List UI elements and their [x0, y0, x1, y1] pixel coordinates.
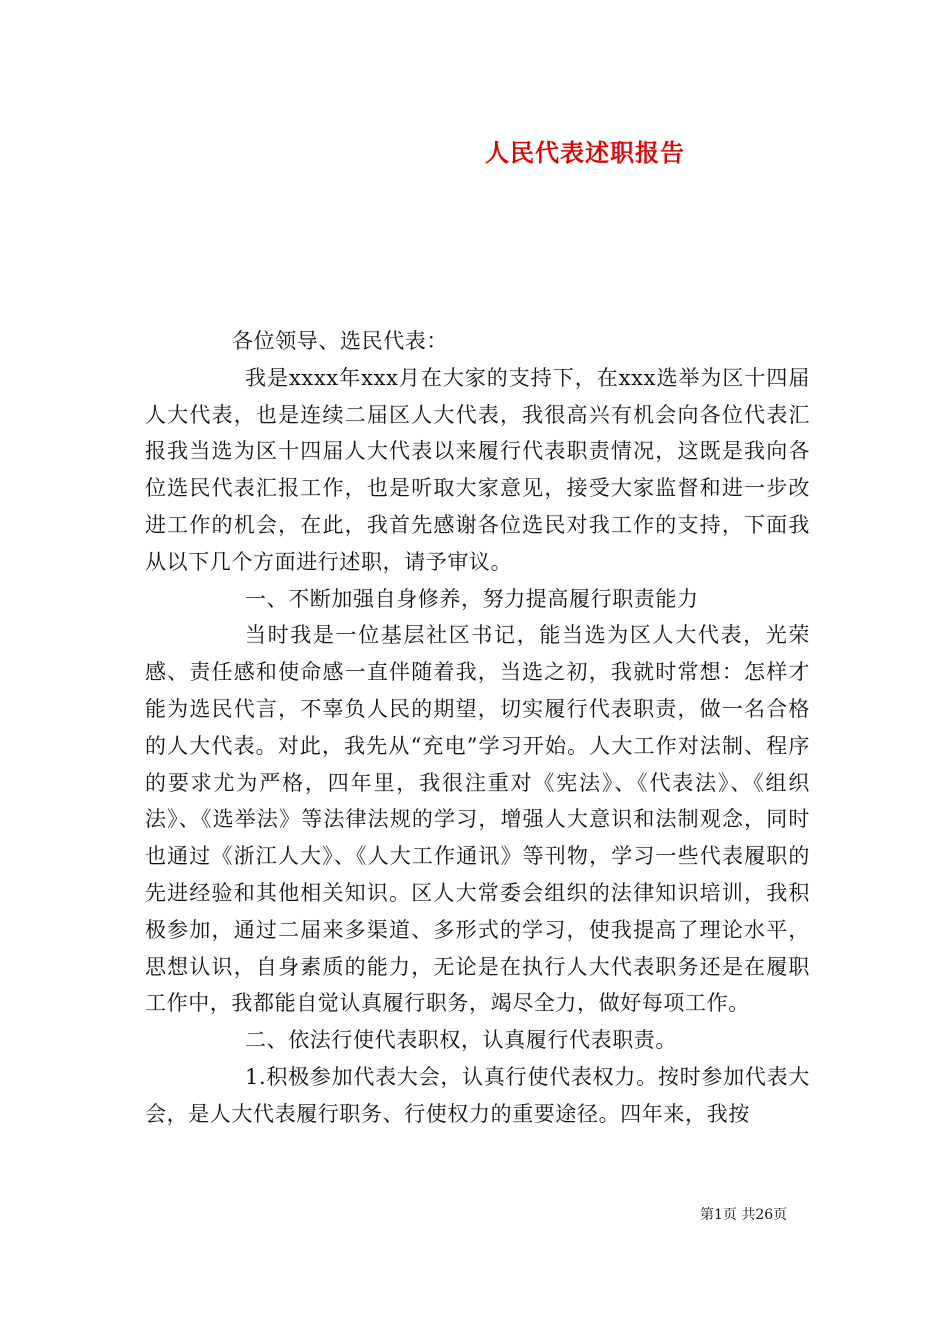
- document-body: [145, 323, 810, 1133]
- paragraph-congress: 1.积极参加代表大会，认真行使代表权力。按时参加代表大会，是人大代表履行职务、行使权力的重要途径。四年来，我按: [145, 1064, 810, 1126]
- page-title: 人民代表述职报告: [485, 138, 685, 167]
- page-number: 第1页 共26页: [700, 1207, 788, 1223]
- paragraph-intro: 我是xxxx年xxx月在大家的支持下，在xxx选举为区十四届人大代表，也是连续二届区人大代表，我很高兴有机会向各位代表汇报我当选为区十四届人大代表以来履行代表职责情况，这既是我向各位选民代表汇报工作，也是听取大家意见，接受大家监督和进一步改进工作的机会，在此，我首先感谢各位选民对我工作的支持，下面我从以下几个方面进行述职，请予审议。: [145, 365, 810, 574]
- section-heading-2: 二、依法行使代表职权，认真履行代表职责。: [245, 1028, 677, 1053]
- section-heading-1: 一、不断加强自身修养，努力提高履行职责能力: [245, 586, 699, 611]
- paragraph-study: 当时我是一位基层社区书记，能当选为区人大代表，光荣感、责任感和使命感一直伴随着我，当选之初，我就时常想：怎样才能为选民代言，不辜负人民的期望，切实履行代表职责，做一名合格的人大代表。对此，我先从“充电”学习开始。人大工作对法制、程序的要求尤为严格，四年里，我很注重对《宪法》、《代表法》、《组织法》、《选举法》等法律法规的学习，增强人大意识和法制观念，同时也通过《浙江人大》、《人大工作通讯》等刊物，学习一些代表履职的先进经验和其他相关知识。区人大常委会组织的法律知识培训，我积极参加，通过二届来多渠道、多形式的学习，使我提高了理论水平，思想认识，自身素质的能力，无论是在执行人大代表职务还是在履职工作中，我都能自觉认真履行职务，竭尽全力，做好每项工作。: [145, 623, 810, 1016]
- salutation: 各位领导、选民代表：: [232, 329, 448, 353]
